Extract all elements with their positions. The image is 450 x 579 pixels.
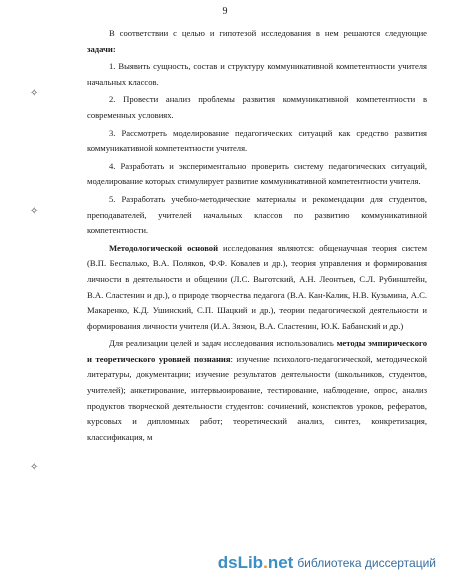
page-number: 9 (222, 6, 228, 17)
paragraph-task-1: 1. Выявить сущность, состав и структуру коммуникативной компетентности учителя начальных классов. (87, 61, 427, 87)
margin-mark: ✧ (30, 206, 39, 217)
paragraph-task-2: 2. Провести анализ проблемы развития коммуникативной компетентности в современных условиях. (87, 94, 427, 120)
margin-mark: ✧ (30, 462, 39, 473)
body-text (87, 26, 427, 445)
margin-mark: ✧ (30, 88, 39, 99)
paragraph-task-5: 5. Разработать учебно-методические материалы и рекомендации для студентов, преподавателей, учителей начальных классов по развитию коммуникативной компетентности. (87, 193, 427, 236)
dslib-logo: dsLib.net (217, 553, 294, 572)
paragraph-methodology: Методологической основой исследования являются: общенаучная теория систем (В.П. Беспалько, В.А. Поляков, Ф.Ф. Ковалев и др.), теория управления и формирования личности в деятельности и общении (Л.С. Выготский, А.Н. Леонтьев, С.Л. Рубинштейн, В.А. Сластенин и др.), о природе творчества педагога (В.А. Кан-Калик, Н.В. Кузьмина, А.С. Макаренко, К.Д. Ушинский, С.П. Шацкий и др.), теории педагогической деятельности и формирования личности учителя (И.А. Зязюн, В.А. Сластенин, Ю.К. Бабанский и др.) (87, 242, 428, 331)
paragraph-methods: Для реализации целей и задач исследования использовались методы эмпирического и теоретического уровней познания: изучение психолого-педагогической, методической литературы, документации; изучение результатов деятельности (школьников, студентов, учителей); анкетирование, интервьюирование, тестирование, наблюдение, опрос, анализ продуктов творческой деятельности студентов: сочинений, конспектов уроков, рефератов, курсовых и дипломных работ; теоретический анализ, синтез, конкретизация, классификация, м (87, 338, 427, 442)
watermark-caption: библиотека диссертаций (297, 556, 436, 570)
dslib-watermark (218, 553, 436, 573)
paragraph-intro: В соответствии с целью и гипотезой исследования в нем решаются следующие задачи: (87, 28, 427, 54)
paragraph-task-4: 4. Разработать и экспериментально проверить систему педагогических ситуаций, моделирование которых стимулирует развитие коммуникативной компетентности учителя. (87, 160, 427, 187)
paragraph-task-3: 3. Рассмотреть моделирование педагогических ситуаций как средство развития коммуникативной компетентности учителя. (87, 127, 427, 154)
